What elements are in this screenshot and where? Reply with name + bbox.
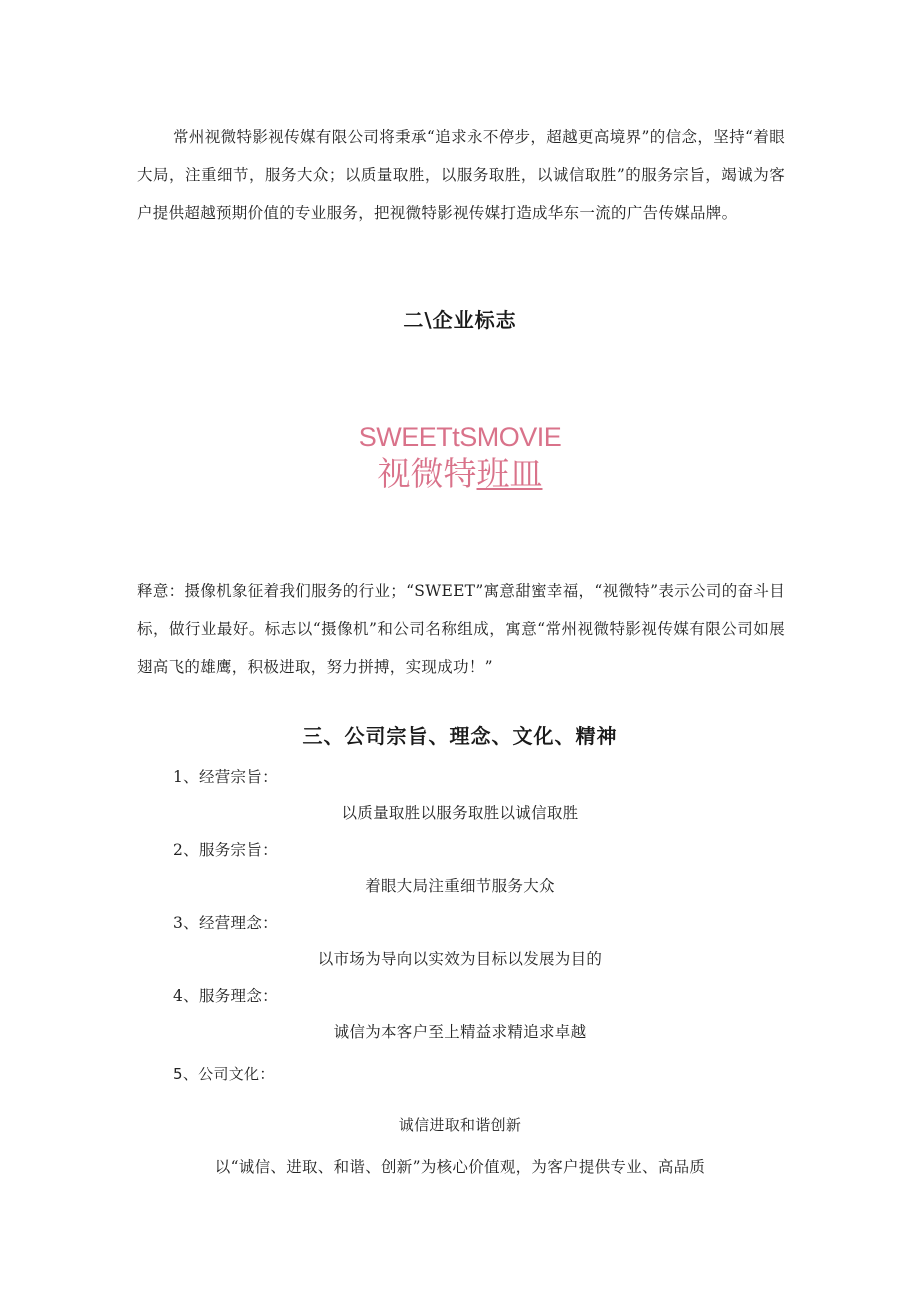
logo-chinese-text	[0, 454, 920, 494]
item-label: 1、经营宗旨：	[173, 768, 278, 786]
intro-paragraph: 常州视微特影视传媒有限公司将秉承“追求永不停步，超越更高境界”的信念，坚持“着眼大局，注重细节，服务大众；以质量取胜，以服务取胜，以诚信取胜”的服务宗旨，竭诚为客户提供超越预期价值的专业服务，把视微特影视传媒打造成华东一流的广告传媒品牌。	[137, 128, 785, 222]
culture-description: 以“诚信、进取、和谐、创新”为核心价值观，为客户提供专业、高品质	[214, 1158, 706, 1176]
logo-meaning-paragraph: 释意：摄像机象征着我们服务的行业；“SWEET”寓意甜蜜幸福，“视微特”表示公司的奋斗目标，做行业最好。标志以“摄像机”和公司名称组成，寓意“常州视微特影视传媒有限公司如展翅高飞的雄鹰，积极进取，努力拼搏，实现成功！”	[137, 582, 785, 676]
company-logo	[0, 420, 920, 494]
item-label: 5、公司文化：	[173, 1065, 275, 1083]
item-value: 着眼大局注重细节服务大众	[365, 877, 555, 895]
item-value: 以质量取胜以服务取胜以诚信取胜	[341, 804, 579, 822]
item-label: 3、经营理念：	[173, 914, 278, 932]
logo-chinese-main: 视微特	[377, 454, 477, 493]
item-value: 以市场为导向以实效为目标以发展为目的	[317, 950, 603, 968]
item-label: 4、服务理念：	[173, 987, 278, 1005]
section-heading-principles: 三、公司宗旨、理念、文化、精神	[302, 724, 618, 748]
section-heading-logo: 二\企业标志	[403, 308, 517, 332]
logo-chinese-underlined: 班皿	[476, 454, 543, 493]
item-value: 诚信进取和谐创新	[398, 1116, 522, 1134]
item-value: 诚信为本客户至上精益求精追求卓越	[333, 1023, 587, 1041]
logo-english-text: SWEETtSMOVIE	[358, 422, 562, 452]
item-label: 2、服务宗旨：	[173, 841, 278, 859]
